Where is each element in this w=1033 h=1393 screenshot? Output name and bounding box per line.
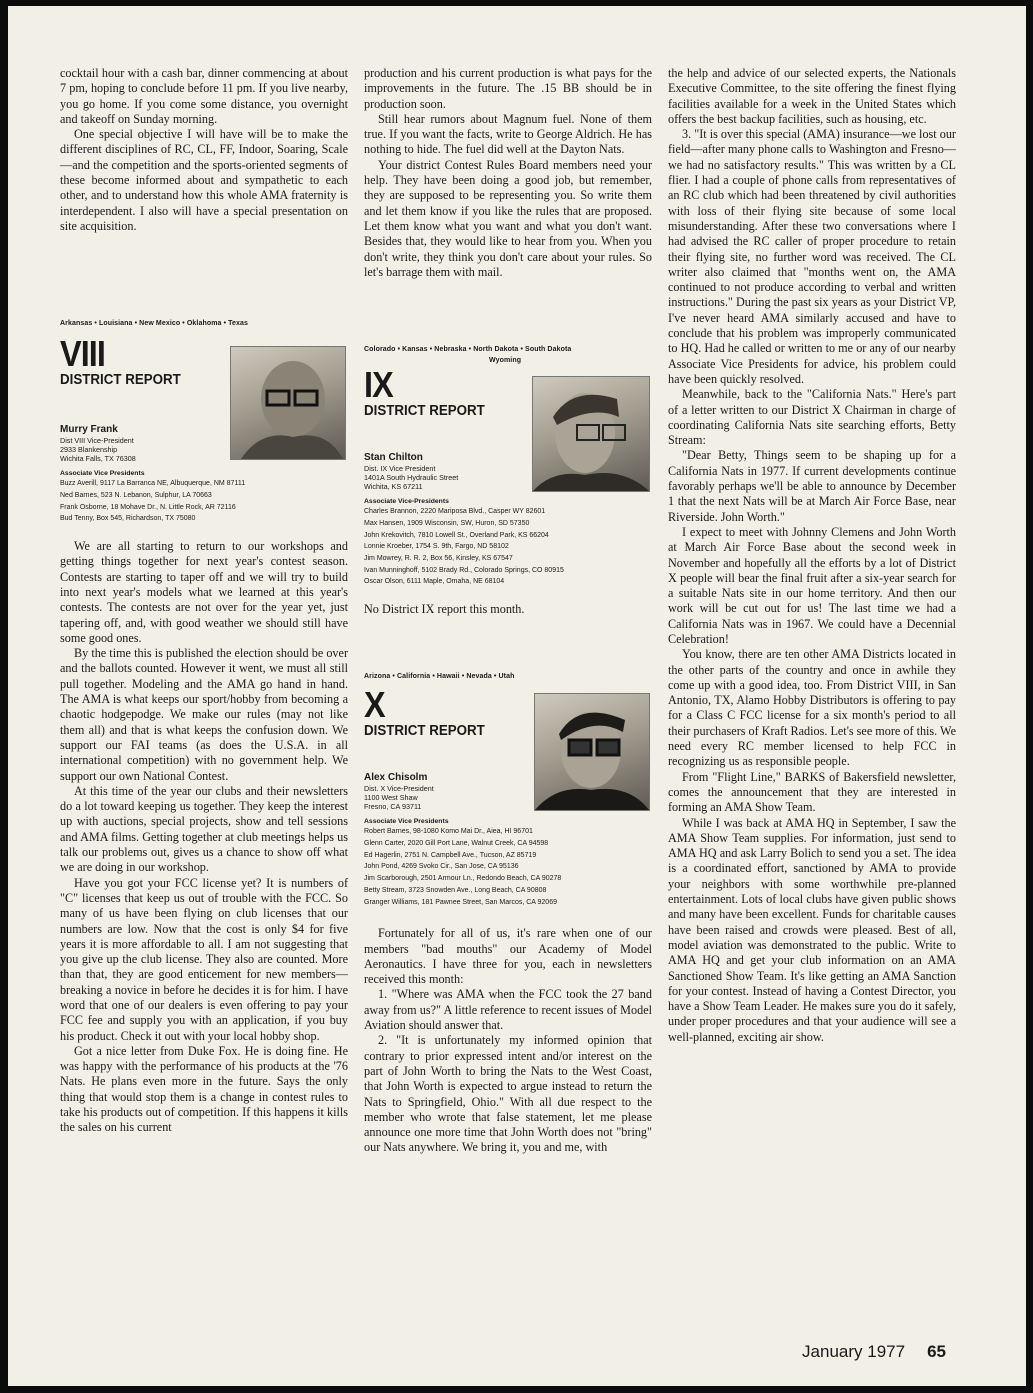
body-paragraph: "Dear Betty, Things seem to be shaping up for a California Nats in 1977. If current developments continue favorably perhaps we'll be able to announce by December 1 that the next Nats will be at March Air Force Base, near Riverside. John Worth.": [668, 448, 956, 524]
associate-vp-item: Ed Hagerlin, 2751 N. Campbell Ave., Tucson, AZ 85719: [364, 851, 537, 859]
body-paragraph: Got a nice letter from Duke Fox. He is doing fine. He was happy with the performance of his products at the '76 Nats. He plans even more in the future. Says the only thing that would stop them is a change in contest rules to take his products out of competition. If this happens it kills the sales on his current: [60, 1043, 348, 1135]
vice-president-name: Murry Frank: [60, 424, 118, 436]
portrait-image: [533, 377, 649, 491]
body-paragraph: At this time of the year our clubs and their newsletters do a lot toward keeping us together. They keep the interest up with auctions, special projects, show and tell sessions and AMA films. Getting together at club meetings helps us talk our problems out, gives us a chance to show off what we are doing in our workshop.: [60, 783, 348, 875]
associate-vp-heading: Associate Vice Presidents: [364, 818, 449, 826]
district-states: Arkansas • Louisiana • New Mexico • Oklahoma • Texas: [60, 320, 248, 328]
associate-vp-item: Jim Mowrey, R. R. 2, Box 56, Kinsley, KS 67547: [364, 554, 513, 562]
issue-date: January 1977: [802, 1342, 906, 1361]
body-paragraph: Your district Contest Rules Board members need your help. They have been doing a good job, but remember, they are supposed to be representing you. So write them and let them know if you like the rules that are proposed. Let them know what you want and what you don't want. Besides that, they would like to hear from you. When you don't write, they think you don't care about your rules. So let's barrage them with mail.: [364, 157, 652, 279]
portrait-image: [535, 694, 649, 810]
associate-vp-item: Frank Osborne, 18 Mohave Dr., N. Little Rock, AR 72116: [60, 503, 236, 511]
vice-president-photo: [230, 346, 346, 460]
district-9-report: [364, 346, 652, 617]
body-paragraph: cocktail hour with a cash bar, dinner commencing at about 7 pm, hoping to conclude before 11 pm. If you live nearby, you go home. If you come some distance, you overnight and takeoff on Sunday morning.: [60, 66, 348, 126]
associate-vp-heading: Associate Vice Presidents: [60, 470, 145, 478]
associate-vp-item: Glenn Carter, 2020 Gill Port Lane, Walnut Creek, CA 94598: [364, 840, 549, 848]
body-paragraph: By the time this is published the election should be over and the ballots counted. However it went, we must all still pull together. Modeling and the AMA go hand in hand. The AMA is what keeps our sport/hobby from becoming a chaotic hodgepodge. We make our rules (may not like them all) and that is what keeps the confusion down. We support our FAI teams (as does the U.S.A. in all international competition) with no government help. We support our own National Contest.: [60, 646, 348, 783]
district-10-report: [364, 673, 652, 908]
district-report-title: DISTRICT REPORT: [364, 403, 485, 420]
associate-vp-item: Ned Barnes, 523 N. Lebanon, Sulphur, LA 70663: [60, 491, 212, 499]
body-paragraph: production and his current production is what pays for the improvements in the future. The .15 BB should be in production soon.: [364, 66, 652, 111]
associate-vp-item: Max Hansen, 1909 Wisconsin, SW, Huron, SD 57350: [364, 519, 530, 527]
district-numeral: X: [364, 684, 385, 726]
column-1: [60, 66, 348, 1136]
district-report-title: DISTRICT REPORT: [364, 723, 485, 740]
page-footer: [802, 1342, 946, 1362]
body-paragraph: 1. "Where was AMA when the FCC took the 27 band away from us?" A little reference to recent issues of Model Aviation should answer that.: [364, 987, 652, 1033]
body-paragraph: While I was back at AMA HQ in September, I saw the AMA Show Team supplies. For information, just send to AMA HQ and ask Larry Bolich to send you a set. The idea is a coordinated effort, sanctioned by AMA to provide your neighbors with some worthwhile pre-planned entertainment. Lots of local clubs have given public shows and many have been excellent. Funds for charitable causes have been raised and crowds were pleased. Best of all, model aviation was demonstrated to the public. Write to AMA HQ and get your club information on an AMA Sanctioned Show Team. It's like getting an AMA Sanction for your contest. Instead of having a Contest Director, you have a Show Team Leader. He makes sure you do it safely, under proper procedures and that your audience will see a well-planned, exciting air show.: [668, 815, 956, 1044]
associate-vp-item: Charles Brannon, 2220 Mariposa Blvd., Casper WY 82601: [364, 508, 546, 516]
vice-president-photo: [532, 376, 650, 492]
body-paragraph: You know, there are ten other AMA Districts located in the other parts of the country and once in awhile they come up with a good idea, too. From District VIII, in San Antonio, TX, Alamo Hobby Distributors is offering to pay for a Class C FCC license for a six month's period to all their purchasers of Kraft Radios. Let's see more of this. We need every RC member licensed to help FCC in recognizing us as responsible people.: [668, 647, 956, 769]
vice-president-name: Alex Chisolm: [364, 772, 428, 784]
portrait-image: [231, 347, 345, 459]
associate-vp-item: Ivan Munninghoff, 5102 Brady Rd., Colorado Springs, CO 80915: [364, 566, 564, 574]
body-paragraph: Fortunately for all of us, it's rare when one of our members "bad mouths" our Academy of Model Aeronautics. I have three for you, each in newsletters received this month:: [364, 926, 652, 987]
body-paragraph: 2. "It is unfortunately my informed opinion that contrary to prior expressed intent and/or interest on the part of John Worth to bring the Nats to the West Coast, that John Worth is expected to argue instead to return the Nats to Springfield, Ohio." With all due respect to the member who wrote that false statement, let me please announce one more time that John Worth does not "bring" our Nats anywhere. We bring it, you and me, with: [364, 1033, 652, 1155]
column-3: [668, 66, 956, 1045]
associate-vp-item: John Pond, 4269 Svoko Cir., San Jose, CA 95136: [364, 863, 519, 871]
associate-vp-item: Robert Barnes, 98-1080 Komo Mai Dr., Aiea, HI 96701: [364, 828, 533, 836]
district-8-report: [60, 320, 348, 525]
district-states-continued: Wyoming: [489, 357, 522, 365]
district-states: Colorado • Kansas • Nebraska • North Dakota • South Dakota: [364, 346, 572, 354]
associate-vp-heading: Associate Vice-Presidents: [364, 498, 449, 506]
vice-president-photo: [534, 693, 650, 811]
body-paragraph: the help and advice of our selected experts, the Nationals Executive Committee, to the site offering the finest flying facilities available for a week in the United States which offers the best backup facilities, such as housing, etc.: [668, 66, 956, 126]
district-numeral: IX: [364, 364, 393, 406]
column-2: [364, 66, 652, 1156]
body-paragraph: One special objective I will have will be to make the different disciplines of RC, CL, FF, Indoor, Soaring, Scale—and the competition and the sports-oriented segments of these become informed about and sympathetic to each other, and to understand how this whole AMA fraternity is interdependent. I also will have a special presentation on site acquisition.: [60, 127, 348, 233]
body-paragraph: 3. "It is over this special (AMA) insurance—we lost our field—after many phone calls to Washington and Fresno—we had no satisfactory results." This was written by a CL flier. I had a couple of phone calls from representatives of an RC club which had been threatened by civil authorities with loss of their flying site because of some local misunderstanding. After these two conversations where I had advised the RC caller of proper procedure to retain their flying site, no further word was received. The CL writer also claimed that "months went on, the AMA continued to not produce according to verbal and written instructions." During the past six years as your District VP, I've never heard AMA similarly accused and have to conclude that his problem was improperly communicated to HQ. Had he called or written to me or any of our nearby Associate Vice Presidents for advice, his problem could have been quickly resolved.: [668, 127, 956, 386]
district-states: Arizona • California • Hawaii • Nevada • Utah: [364, 673, 515, 681]
vice-president-name: Stan Chilton: [364, 452, 423, 464]
magazine-page: [8, 6, 1026, 1386]
associate-vp-item: Jim Scarborough, 2501 Armour Ln., Redondo Beach, CA 90278: [364, 875, 562, 883]
district-numeral: VIII: [60, 333, 106, 375]
associate-vp-item: Buzz Averill, 9117 La Barranca NE, Albuquerque, NM 87111: [60, 480, 246, 488]
district-report-title: DISTRICT REPORT: [60, 372, 181, 389]
associate-vp-item: Betty Stream, 3723 Snowden Ave., Long Beach, CA 90808: [364, 886, 547, 894]
associate-vp-item: Oscar Olson, 6111 Maple, Omaha, NE 68104: [364, 578, 505, 586]
vice-president-address: Dist. X Vice-President 1100 West Shaw Fresno, CA 93711: [364, 784, 434, 812]
vice-president-address: Dist VIII Vice-President 2933 Blankenship Wichita Falls, TX 76308: [60, 436, 136, 464]
page-number: 65: [927, 1342, 946, 1361]
body-paragraph: I expect to meet with Johnny Clemens and John Worth at March Air Force Base about the second week in November and hopefully all the efforts by a lot of District X people will bear the final fruit after a six-year search for a suitable Nats site in our home territory. And then our work will be cut out for us! The last time we had a California Nats was in 1967. We could have a Decennial Celebration!: [668, 524, 956, 646]
associate-vp-item: John Krekovitch, 7810 Lowell St., Overland Park, KS 66204: [364, 531, 549, 539]
district-note: No District IX report this month.: [364, 602, 525, 617]
body-paragraph: Still hear rumors about Magnum fuel. None of them true. If you want the facts, write to George Aldrich. He has nothing to hide. The fuel did well at the Dayton Nats.: [364, 111, 652, 157]
body-paragraph: Have you got your FCC license yet? It is numbers of "C" licenses that keep us out of trouble with the FCC. So many of us have been flying on club licenses that our numbers are low. Now that the cost is only $4 for five years it is more affordable to all. I am not suggesting that you give up the club license. They also are counted. More than that, they are good enticement for new members—breaking a novice in before he decides it is for him. I have word that one of our dealers is even offering to pay your FCC fee and supply you with an application, if you buy his product. Check it out with your local hobby shop.: [60, 875, 348, 1043]
vice-president-address: Dist. IX Vice President 1401A South Hydraulic Street Wichita, KS 67211: [364, 464, 459, 492]
associate-vp-item: Lonnie Kroeber, 1754 S. 9th, Fargo, ND 58102: [364, 543, 509, 551]
body-paragraph: Meanwhile, back to the "California Nats." Here's part of a letter written to our District X Chairman in charge of coordinating California Nats site searching efforts, Betty Stream:: [668, 387, 956, 448]
associate-vp-item: Bud Tenny, Box 545, Richardson, TX 75080: [60, 515, 196, 523]
associate-vp-item: Granger Williams, 181 Pawnee Street, San Marcos, CA 92069: [364, 898, 557, 906]
body-paragraph: We are all starting to return to our workshops and getting things together for next year's contest season. Contests are starting to taper off and we will try to build into next year's models what we learned at this year's contests. The contests are not over for the year yet, just tapering off, and, with good weather we should still have some good ones.: [60, 539, 348, 645]
body-paragraph: From "Flight Line," BARKS of Bakersfield newsletter, comes the announcement that they are interested in forming an AMA Show Team.: [668, 769, 956, 815]
